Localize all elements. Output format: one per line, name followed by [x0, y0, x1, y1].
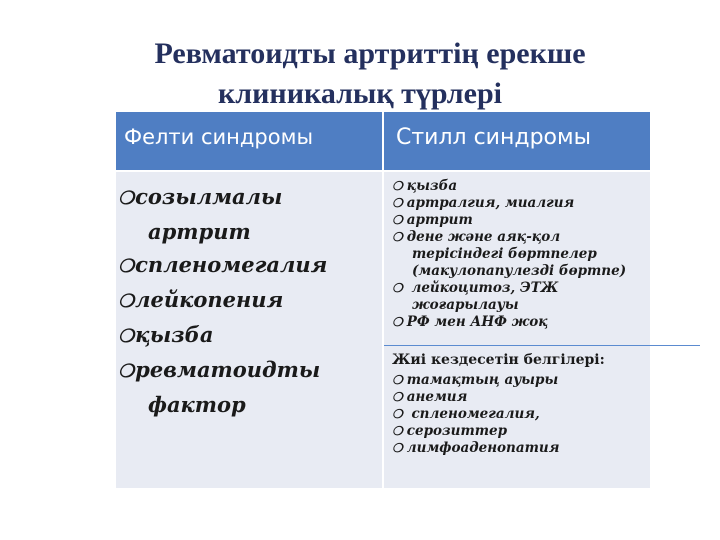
bullet-icon: ❍	[392, 373, 403, 387]
bullet-icon: ❍	[118, 256, 135, 277]
item-text-continued: фактор	[148, 392, 246, 417]
bullet-icon: ❍	[392, 390, 403, 404]
bullet-icon: ❍	[392, 196, 403, 210]
item-text: ревматоидты	[135, 357, 321, 382]
item-text-continued: артрит	[148, 219, 251, 244]
list-item	[392, 195, 626, 212]
list-item	[392, 314, 626, 331]
list-item	[392, 372, 559, 389]
list-item	[392, 406, 559, 423]
list-item	[118, 180, 327, 248]
bullet-icon: ❍	[392, 441, 403, 455]
bullet-icon: ❍	[118, 291, 135, 312]
item-text: қызба	[406, 178, 458, 194]
list-item	[392, 229, 626, 280]
frequent-signs-list	[392, 372, 559, 457]
bullet-icon: ❍	[118, 188, 135, 209]
bullet-icon: ❍	[392, 407, 403, 421]
felty-cell	[116, 172, 382, 488]
item-text-continued: (макулопапулезді бөртпе)	[412, 263, 627, 279]
section-divider-line	[384, 345, 700, 346]
list-item	[392, 178, 626, 195]
bullet-icon: ❍	[392, 424, 403, 438]
item-text: тамақтың ауыры	[406, 372, 559, 388]
title-line-2: клиникалық түрлері	[218, 77, 502, 110]
list-item	[118, 283, 327, 318]
header-still: Стилл синдромы	[384, 112, 650, 170]
slide-title	[0, 34, 720, 114]
list-item	[392, 440, 559, 457]
list-item	[392, 423, 559, 440]
bullet-icon: ❍	[392, 179, 403, 193]
list-item	[118, 353, 327, 421]
bullet-icon: ❍	[392, 281, 403, 295]
item-text: артралгия, миалгия	[406, 195, 575, 211]
item-text: лимфоаденопатия	[406, 440, 560, 456]
item-text: анемия	[406, 389, 468, 405]
header-felty: Фелти синдромы	[116, 112, 382, 170]
still-cell	[384, 172, 650, 488]
bullet-icon: ❍	[392, 315, 403, 329]
item-text-continued: жоғарылауы	[412, 297, 519, 313]
bullet-icon: ❍	[392, 213, 403, 227]
item-text: РФ мен АНФ жоқ	[406, 314, 548, 330]
item-text: спленомегалия,	[406, 406, 540, 422]
frequent-signs-heading: Жиі кездесетін белгілері:	[392, 352, 605, 368]
list-item	[118, 318, 327, 353]
item-text: серозиттер	[406, 423, 508, 439]
item-text: лейкоцитоз, ЭТЖ	[406, 280, 559, 296]
item-text: спленомегалия	[135, 252, 328, 277]
list-item	[392, 212, 626, 229]
list-item	[392, 389, 559, 406]
bullet-icon: ❍	[118, 326, 135, 347]
item-text: қызба	[135, 322, 214, 347]
item-text: созылмалы	[135, 184, 283, 209]
title-line-1: Ревматоидты артриттің ерекше	[154, 37, 586, 70]
item-text: дене және аяқ-қол	[406, 229, 561, 245]
list-item	[118, 248, 327, 283]
bullet-icon: ❍	[118, 361, 135, 382]
item-text-continued: терісіндегі бөртпелер	[412, 246, 597, 262]
item-text: артрит	[406, 212, 473, 228]
still-list	[392, 178, 626, 331]
bullet-icon: ❍	[392, 230, 403, 244]
item-text: лейкопения	[135, 287, 284, 312]
felty-list	[118, 180, 327, 421]
list-item	[392, 280, 626, 314]
